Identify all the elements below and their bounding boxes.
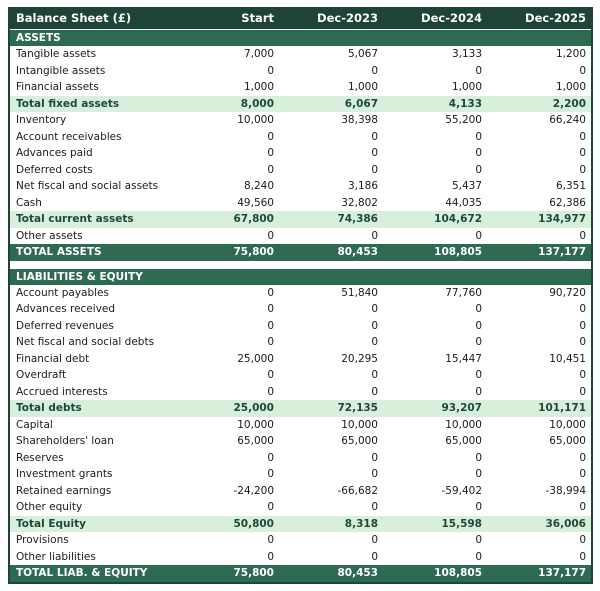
cell-value: 0	[475, 303, 482, 316]
table-row	[10, 433, 591, 450]
cell-value: 0	[371, 147, 378, 160]
row-label: Total fixed assets	[16, 97, 120, 110]
cell-value: 0	[371, 336, 378, 349]
cell-value: -24,200	[233, 484, 274, 497]
cell-value: 0	[371, 451, 378, 464]
cell-value: 8,000	[240, 97, 274, 110]
cell-value: 0	[267, 319, 274, 332]
cell-value: 80,453	[337, 246, 378, 259]
table-row	[10, 195, 591, 212]
table-row	[10, 129, 591, 146]
cell-value: 0	[475, 369, 482, 382]
cell-value: 38,398	[341, 114, 378, 127]
table-row	[10, 351, 591, 368]
cell-value: 0	[267, 451, 274, 464]
table-row	[10, 417, 591, 434]
cell-value: 75,800	[233, 246, 274, 259]
row-label: Cash	[16, 196, 42, 209]
table-row	[10, 285, 591, 302]
cell-value: 0	[267, 64, 274, 77]
table-row	[10, 565, 591, 582]
cell-value: 108,805	[434, 567, 482, 580]
cell-value: 0	[371, 319, 378, 332]
cell-value: 8,318	[344, 517, 378, 530]
row-label: TOTAL LIAB. & EQUITY	[16, 567, 148, 580]
table-row	[10, 384, 591, 401]
column-header-start: Start	[241, 11, 274, 25]
cell-value: 0	[371, 130, 378, 143]
table-row	[10, 334, 591, 351]
cell-value: 0	[371, 369, 378, 382]
cell-value: 0	[475, 229, 482, 242]
cell-value: 0	[579, 468, 586, 481]
cell-value: 0	[579, 336, 586, 349]
cell-value: 0	[267, 550, 274, 563]
cell-value: 3,133	[451, 48, 482, 61]
cell-value: 0	[267, 336, 274, 349]
cell-value: 0	[475, 385, 482, 398]
cell-value: 25,000	[233, 402, 274, 415]
table-row	[10, 211, 591, 228]
cell-value: 137,177	[538, 246, 586, 259]
table-row	[10, 63, 591, 80]
table-row	[10, 96, 591, 113]
cell-value: 0	[579, 501, 586, 514]
cell-value: 0	[579, 229, 586, 242]
row-label: Reserves	[16, 451, 64, 464]
cell-value: 0	[475, 468, 482, 481]
column-header-dec-2024: Dec-2024	[421, 11, 482, 25]
cell-value: 10,000	[237, 418, 274, 431]
cell-value: -66,682	[337, 484, 378, 497]
cell-value: 15,447	[445, 352, 482, 365]
cell-value: 1,000	[243, 81, 274, 94]
cell-value: 0	[371, 550, 378, 563]
column-header-dec-2023: Dec-2023	[317, 11, 378, 25]
row-label: Other equity	[16, 501, 83, 514]
cell-value: 90,720	[549, 286, 586, 299]
table-row	[10, 466, 591, 483]
cell-value: 10,000	[341, 418, 378, 431]
cell-value: 65,000	[445, 435, 482, 448]
row-label: Net fiscal and social assets	[16, 180, 159, 193]
cell-value: 93,207	[441, 402, 482, 415]
cell-value: 65,000	[237, 435, 274, 448]
cell-value: 0	[579, 64, 586, 77]
cell-value: 0	[267, 534, 274, 547]
cell-value: 0	[371, 534, 378, 547]
column-header-dec-2025: Dec-2025	[525, 11, 586, 25]
table-row	[10, 450, 591, 467]
cell-value: 101,171	[538, 402, 586, 415]
table-row	[10, 367, 591, 384]
cell-value: 67,800	[233, 213, 274, 226]
cell-value: 51,840	[341, 286, 378, 299]
cell-value: 0	[267, 468, 274, 481]
table-row	[10, 483, 591, 500]
cell-value: 0	[475, 64, 482, 77]
row-label: TOTAL ASSETS	[16, 246, 102, 259]
cell-value: 0	[267, 229, 274, 242]
cell-value: 0	[267, 163, 274, 176]
cell-value: 0	[475, 501, 482, 514]
cell-value: 0	[579, 385, 586, 398]
cell-value: 15,598	[441, 517, 482, 530]
cell-value: 0	[267, 286, 274, 299]
cell-value: 66,240	[549, 114, 586, 127]
cell-value: 65,000	[341, 435, 378, 448]
cell-value: 0	[579, 550, 586, 563]
table-row	[10, 46, 591, 63]
row-label: Inventory	[16, 114, 67, 127]
cell-value: 49,560	[237, 196, 274, 209]
table-row	[10, 244, 591, 261]
cell-value: 1,200	[555, 48, 586, 61]
cell-value: 0	[371, 501, 378, 514]
cell-value: 0	[475, 451, 482, 464]
cell-value: 3,186	[347, 180, 378, 193]
table-row	[10, 516, 591, 533]
table-row	[10, 400, 591, 417]
cell-value: 0	[475, 163, 482, 176]
table-row	[10, 228, 591, 245]
cell-value: 6,351	[555, 180, 586, 193]
row-label: Accrued interests	[16, 385, 108, 398]
table-body	[10, 30, 591, 582]
cell-value: 0	[267, 385, 274, 398]
cell-value: 1,000	[555, 81, 586, 94]
cell-value: 44,035	[445, 196, 482, 209]
cell-value: 32,802	[341, 196, 378, 209]
row-label: Total debts	[16, 402, 82, 415]
row-label: Investment grants	[16, 468, 113, 481]
cell-value: 5,067	[347, 48, 378, 61]
cell-value: 0	[371, 385, 378, 398]
cell-value: 137,177	[538, 567, 586, 580]
cell-value: 0	[579, 369, 586, 382]
cell-value: 36,006	[545, 517, 586, 530]
table-row	[10, 301, 591, 318]
row-label: Provisions	[16, 534, 69, 547]
row-label: Overdraft	[16, 369, 67, 382]
cell-value: 65,000	[549, 435, 586, 448]
cell-value: 8,240	[243, 180, 274, 193]
table-row	[10, 549, 591, 566]
cell-value: 1,000	[347, 81, 378, 94]
cell-value: 55,200	[445, 114, 482, 127]
cell-value: 0	[579, 147, 586, 160]
table-row	[10, 79, 591, 96]
table-row	[10, 532, 591, 549]
cell-value: -59,402	[441, 484, 482, 497]
section-header: LIABILITIES & EQUITY	[10, 269, 591, 285]
cell-value: 0	[371, 229, 378, 242]
cell-value: 74,386	[337, 213, 378, 226]
cell-value: 25,000	[237, 352, 274, 365]
row-label: Net fiscal and social debts	[16, 336, 155, 349]
cell-value: 108,805	[434, 246, 482, 259]
row-label: Account receivables	[16, 130, 122, 143]
table-header-row	[10, 7, 591, 30]
cell-value: 0	[475, 147, 482, 160]
row-label: Deferred costs	[16, 163, 93, 176]
row-label: Intangible assets	[16, 64, 106, 77]
cell-value: 0	[267, 303, 274, 316]
cell-value: 0	[371, 303, 378, 316]
row-label: Other liabilities	[16, 550, 96, 563]
table-row	[10, 318, 591, 335]
row-label: Other assets	[16, 229, 83, 242]
row-label: Tangible assets	[16, 48, 97, 61]
cell-value: 0	[267, 147, 274, 160]
cell-value: 0	[475, 336, 482, 349]
cell-value: 0	[475, 534, 482, 547]
cell-value: 2,200	[552, 97, 586, 110]
cell-value: 0	[579, 534, 586, 547]
row-label: Financial debt	[16, 352, 90, 365]
row-label: Account payables	[16, 286, 109, 299]
cell-value: 0	[475, 319, 482, 332]
cell-value: 0	[267, 501, 274, 514]
cell-value: 75,800	[233, 567, 274, 580]
cell-value: 0	[475, 130, 482, 143]
cell-value: 0	[267, 369, 274, 382]
balance-sheet-table	[8, 7, 593, 584]
cell-value: 10,000	[445, 418, 482, 431]
section-header: ASSETS	[10, 30, 591, 46]
cell-value: 0	[579, 303, 586, 316]
cell-value: 62,386	[549, 196, 586, 209]
row-label: Advances received	[16, 303, 116, 316]
row-label: Total current assets	[16, 213, 134, 226]
cell-value: 0	[579, 319, 586, 332]
cell-value: 0	[579, 163, 586, 176]
cell-value: 10,000	[549, 418, 586, 431]
cell-value: 4,133	[448, 97, 482, 110]
cell-value: 20,295	[341, 352, 378, 365]
table-row	[10, 499, 591, 516]
cell-value: 6,067	[344, 97, 378, 110]
cell-value: 0	[371, 163, 378, 176]
cell-value: 0	[267, 130, 274, 143]
cell-value: 0	[579, 451, 586, 464]
table-title: Balance Sheet (£)	[16, 11, 132, 25]
table-row	[10, 178, 591, 195]
row-label: Financial assets	[16, 81, 99, 94]
table-row	[10, 112, 591, 129]
cell-value: 80,453	[337, 567, 378, 580]
cell-value: 10,451	[549, 352, 586, 365]
cell-value: 10,000	[237, 114, 274, 127]
cell-value: 0	[579, 130, 586, 143]
row-label: Retained earnings	[16, 484, 112, 497]
cell-value: 72,135	[337, 402, 378, 415]
cell-value: 0	[371, 64, 378, 77]
cell-value: 134,977	[538, 213, 586, 226]
row-label: Advances paid	[16, 147, 93, 160]
cell-value: 1,000	[451, 81, 482, 94]
cell-value: 0	[371, 468, 378, 481]
row-label: Total Equity	[16, 517, 86, 530]
cell-value: 50,800	[233, 517, 274, 530]
section-gap	[10, 261, 591, 269]
cell-value: 0	[475, 550, 482, 563]
table-row	[10, 145, 591, 162]
cell-value: 7,000	[243, 48, 274, 61]
cell-value: 5,437	[451, 180, 482, 193]
row-label: Capital	[16, 418, 53, 431]
cell-value: -38,994	[545, 484, 586, 497]
table-row	[10, 162, 591, 179]
cell-value: 104,672	[434, 213, 482, 226]
row-label: Shareholders' loan	[16, 435, 114, 448]
cell-value: 77,760	[445, 286, 482, 299]
row-label: Deferred revenues	[16, 319, 114, 332]
